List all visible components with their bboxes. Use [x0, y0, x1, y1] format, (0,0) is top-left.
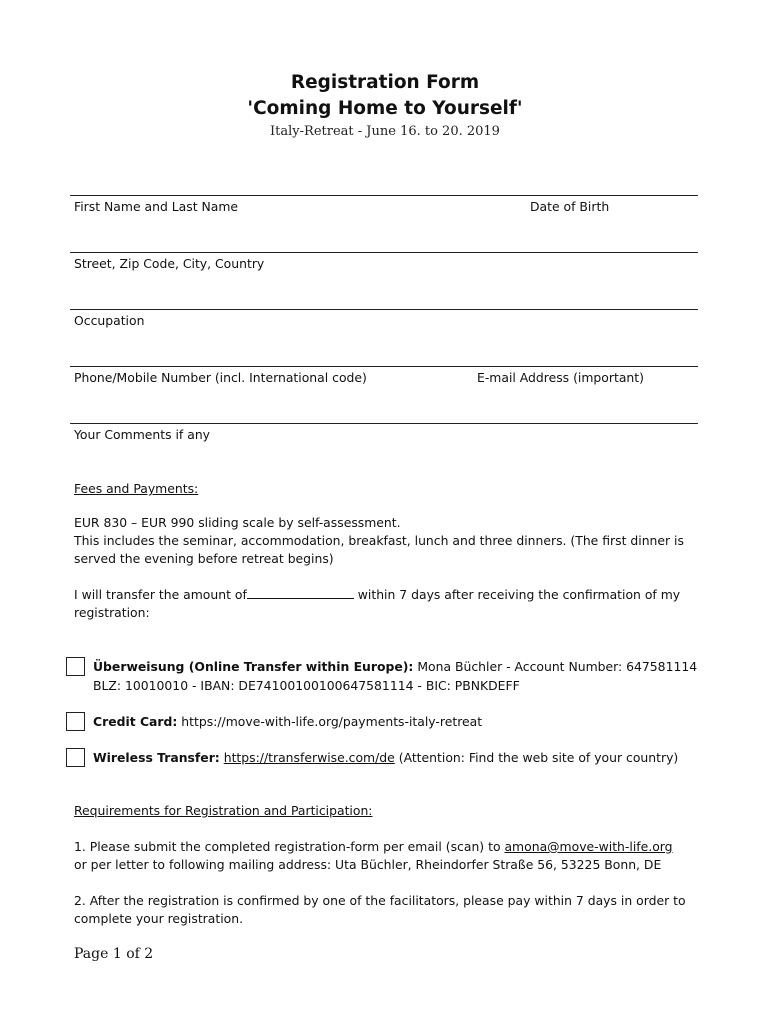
transfer-amount-prefix: I will transfer the amount of [74, 587, 247, 602]
transfer-amount-suffix: within 7 days after receiving the confirmation of my [353, 587, 681, 602]
transfer-amount-blank[interactable] [247, 586, 354, 599]
requirement-2-line-2: complete your registration. [74, 911, 244, 926]
retreat-dates: Italy-Retreat - June 16. to 20. 2019 [270, 124, 500, 139]
wireless-transfer-note: (Attention: Find the web site of your country) [394, 750, 679, 765]
wireless-transfer-option [93, 748, 678, 767]
credit-card-label: Credit Card: [93, 714, 178, 729]
comments-field-label: Your Comments if any [74, 427, 211, 442]
wireless-transfer-label: Wireless Transfer: [93, 750, 220, 765]
requirement-1-address: or per letter to following mailing address: Uta Büchler, Rheindorfer Straße 56, 53225 Bonn, DE [74, 857, 662, 872]
wireless-transfer-checkbox[interactable] [66, 748, 85, 767]
credit-card-option [93, 712, 482, 731]
ueberweisung-account: Mona Büchler - Account Number: 647581114 [413, 659, 698, 674]
field-rule [70, 423, 698, 424]
transferwise-link[interactable]: https://transferwise.com/de [223, 750, 395, 765]
transfer-amount-line-2: registration: [74, 605, 150, 620]
ueberweisung-checkbox[interactable] [66, 657, 85, 676]
address-field-label: Street, Zip Code, City, Country [74, 256, 265, 271]
credit-card-url: https://move-with-life.org/payments-italy-retreat [177, 714, 483, 729]
phone-field-label: Phone/Mobile Number (incl. International code) [74, 370, 367, 385]
fees-includes-line: This includes the seminar, accommodation, breakfast, lunch and three dinners. (The first dinner is [74, 533, 684, 548]
requirement-1 [74, 838, 673, 857]
transfer-amount-line [74, 586, 680, 605]
field-rule-top [70, 195, 698, 196]
field-rule [70, 252, 698, 253]
retreat-name: 'Coming Home to Yourself' [247, 98, 523, 119]
registration-email-link[interactable]: amona@move-with-life.org [504, 839, 673, 854]
requirement-1-text: 1. Please submit the completed registration-form per email (scan) to [74, 839, 505, 854]
occupation-field-label: Occupation [74, 313, 145, 328]
credit-card-checkbox[interactable] [66, 712, 85, 731]
requirement-2: 2. After the registration is confirmed by one of the facilitators, please pay within 7 days in order to [74, 893, 686, 908]
page-number: Page 1 of 2 [74, 946, 154, 962]
requirements-heading: Requirements for Registration and Participation: [74, 803, 373, 818]
form-title: Registration Form [290, 72, 480, 93]
fees-heading: Fees and Payments: [74, 481, 199, 496]
name-field-label: First Name and Last Name [74, 199, 239, 214]
dob-field-label: Date of Birth [530, 199, 610, 214]
fees-includes-line-2: served the evening before retreat begins) [74, 551, 334, 566]
fees-price-line: EUR 830 – EUR 990 sliding scale by self-assessment. [74, 515, 401, 530]
email-field-label: E-mail Address (important) [477, 370, 644, 385]
field-rule [70, 309, 698, 310]
ueberweisung-option [93, 657, 697, 676]
ueberweisung-bank-details: BLZ: 10010010 - IBAN: DE74100100100647581114 - BIC: PBNKDEFF [93, 678, 520, 693]
field-rule [70, 366, 698, 367]
ueberweisung-label: Überweisung (Online Transfer within Europe): [93, 659, 414, 674]
